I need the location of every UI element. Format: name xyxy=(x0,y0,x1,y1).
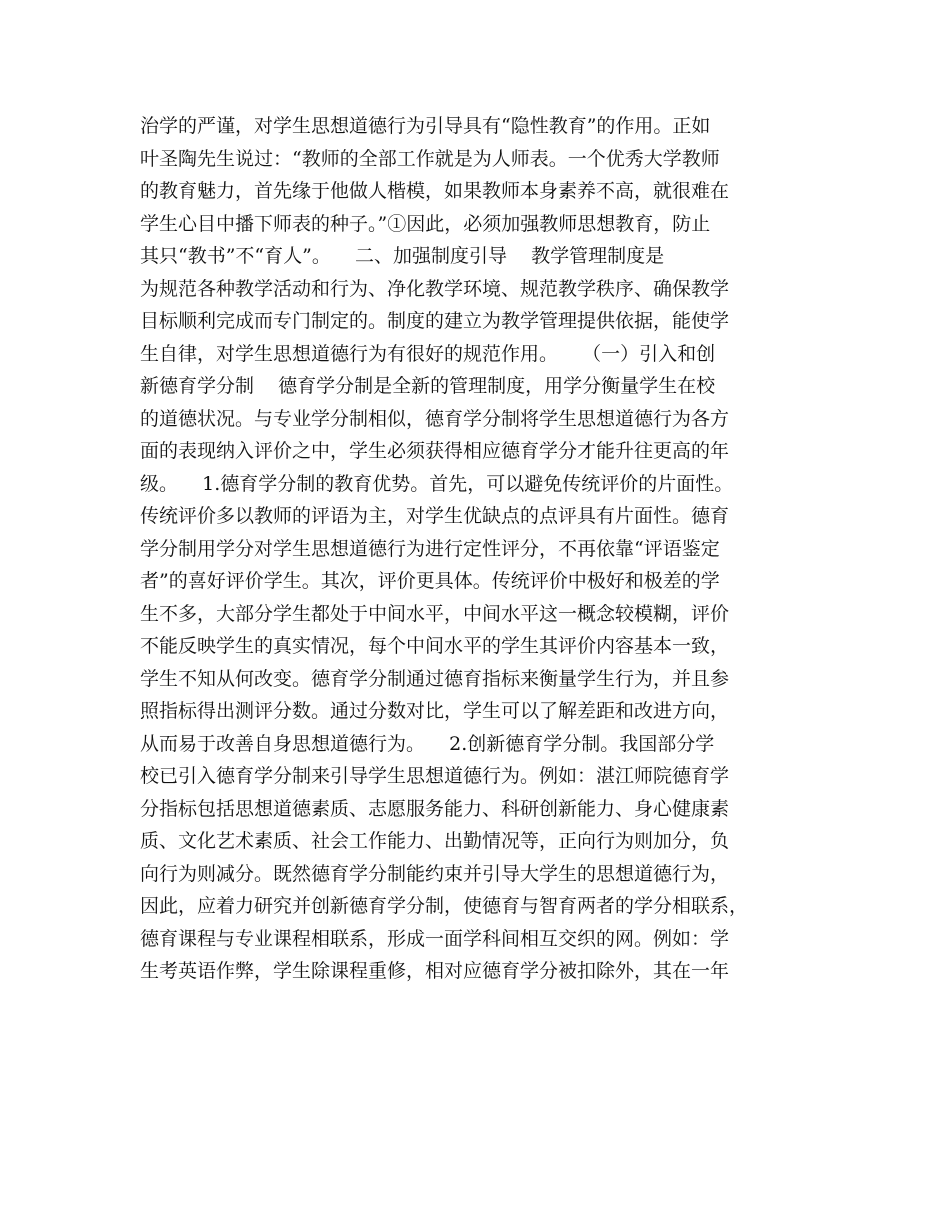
text-line: 者”的喜好评价学生。其次，评价更具体。传统评价中极好和极差的学 xyxy=(140,570,720,592)
text-line: 分指标包括思想道德素质、志愿服务能力、科研创新能力、身心健康素 xyxy=(140,797,730,820)
text-line: 从而易于改善自身思想道德行为。 2.创新德育学分制。我国部分学 xyxy=(140,732,715,755)
text-line: 传统评价多以教师的评语为主，对学生优缺点的点评具有片面性。德育 xyxy=(140,505,730,527)
text-line: 生自律，对学生思想道德行为有很好的规范作用。 （一）引入和创 xyxy=(140,342,716,365)
text-line: 叶圣陶先生说过：“教师的全部工作就是为人师表。一个优秀大学教师 xyxy=(140,147,720,170)
text-line: 校已引入德育学分制来引导学生思想道德行为。例如：湛江师院德育学 xyxy=(140,765,730,787)
text-line: 质、文化艺术素质、社会工作能力、出勤情况等，正向行为则加分，负 xyxy=(140,830,730,852)
text-line: 学分制用学分对学生思想道德行为进行定性评分，不再依靠“评语鉴定 xyxy=(140,537,720,560)
text-line: 为规范各种教学活动和行为、净化教学环境、规范教学秩序、确保教学 xyxy=(140,277,730,300)
text-line: 向行为则减分。既然德育学分制能约束并引导大学生的思想道德行为， xyxy=(140,862,730,885)
text-line: 生不多，大部分学生都处于中间水平，中间水平这一概念较模糊，评价 xyxy=(140,602,730,625)
text-line: 因此，应着力研究并创新德育学分制，使德育与智育两者的学分相联系， xyxy=(140,895,749,917)
text-line: 学生不知从何改变。德育学分制通过德育指标来衡量学生行为，并且参 xyxy=(140,667,730,690)
text-line: 目标顺利完成而专门制定的。制度的建立为教学管理提供依据，能使学 xyxy=(140,310,730,332)
text-line: 照指标得出测评分数。通过分数对比，学生可以了解差距和改进方向， xyxy=(140,700,730,722)
text-line: 面的表现纳入评价之中，学生必须获得相应德育学分才能升往更高的年 xyxy=(140,440,730,462)
text-line: 其只“教书”不“育人”。 二、加强制度引导 教学管理制度是 xyxy=(140,245,665,267)
text-line: 不能反映学生的真实情况，每个中间水平的学生其评价内容基本一致， xyxy=(140,635,730,657)
text-line: 的教育魅力，首先缘于他做人楷模，如果教师本身素养不高，就很难在 xyxy=(140,180,730,202)
text-line: 学生心目中播下师表的种子。”①因此，必须加强教师思想教育，防止 xyxy=(140,212,711,235)
body-text xyxy=(140,110,820,988)
text-line: 新德育学分制 德育学分制是全新的管理制度，用学分衡量学生在校 xyxy=(140,375,716,397)
text-line: 治学的严谨，对学生思想道德行为引导具有“隐性教育”的作用。正如 xyxy=(140,115,711,137)
text-line: 生考英语作弊，学生除课程重修，相对应德育学分被扣除外，其在一年 xyxy=(140,960,730,982)
text-line: 的道德状况。与专业学分制相似，德育学分制将学生思想道德行为各方 xyxy=(140,407,730,430)
text-line: 级。 1.德育学分制的教育优势。首先，可以避免传统评价的片面性。 xyxy=(140,472,734,495)
text-line: 德育课程与专业课程相联系，形成一面学科间相互交织的网。例如：学 xyxy=(140,927,730,950)
